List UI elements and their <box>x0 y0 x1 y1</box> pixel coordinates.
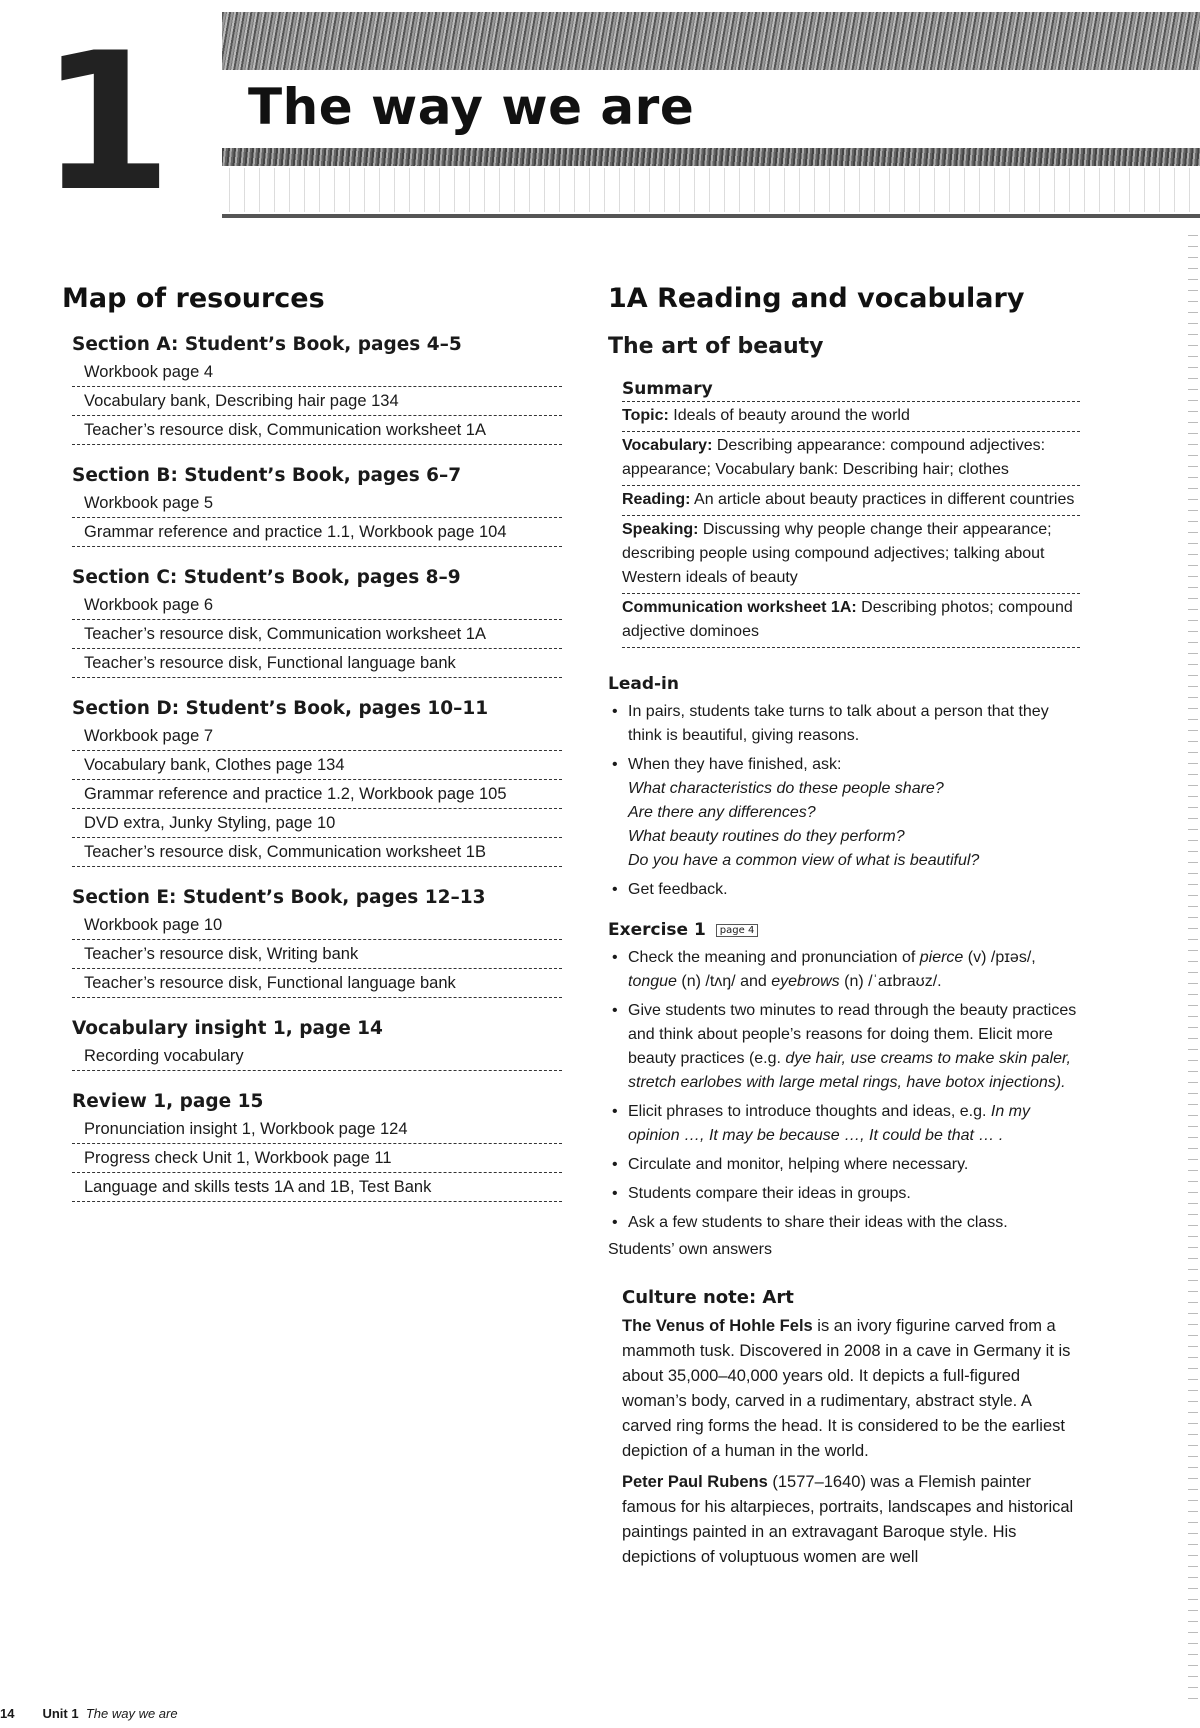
summary-row: Communication worksheet 1A: Describing photos; compound adjective dominoes <box>622 594 1080 648</box>
list-item: • Get feedback. <box>608 878 1080 902</box>
culture-note <box>622 1285 1080 1570</box>
map-of-resources <box>62 283 562 1222</box>
page-edge-scan-noise <box>1188 230 1198 1700</box>
resource-section <box>62 1018 562 1071</box>
page-footer <box>0 1706 178 1721</box>
summary-title: Summary <box>622 377 1080 402</box>
list-item: • Give students two minutes to read through the beauty practices and think about people’s reasons for doing them. Elicit more beauty practices (e.g. dye hair, use creams to make skin paler, stretch earlobes with large metal rings, have botox injections). <box>608 999 1080 1095</box>
exercise1-answer: Students’ own answers <box>608 1241 772 1258</box>
list-item: • When they have finished, ask: What characteristics do these people share? Are there any differences? What beauty routines do they perform? Do you have a common view of what is beautiful? <box>608 753 1080 873</box>
lesson-1a <box>608 283 1080 1576</box>
resource-section-title: Section D: Student’s Book, pages 10–11 <box>72 698 489 719</box>
resource-section <box>62 1091 562 1202</box>
resource-item: Grammar reference and practice 1.1, Workbook page 104 <box>72 518 562 547</box>
lesson-heading: 1A Reading and vocabulary <box>608 283 1025 314</box>
summary-row: Topic: Ideals of beauty around the world <box>622 402 1080 432</box>
header-texture-rule <box>222 148 1200 166</box>
list-item: • Ask a few students to share their ideas with the class. <box>608 1211 1080 1235</box>
resource-item: Teacher’s resource disk, Functional language bank <box>72 649 562 678</box>
list-item: • Check the meaning and pronunciation of pierce (v) /pɪəs/, tongue (n) /tʌŋ/ and eyebrows (n) /ˈaɪbraʊz/. <box>608 946 1080 994</box>
question: What beauty routines do they perform? <box>628 828 905 845</box>
question: Do you have a common view of what is beautiful? <box>628 852 980 869</box>
summary-row: Reading: An article about beauty practices in different countries <box>622 486 1080 516</box>
header-divider <box>222 214 1200 218</box>
resource-item: Vocabulary bank, Describing hair page 134 <box>72 387 562 416</box>
resource-item: Pronunciation insight 1, Workbook page 124 <box>72 1115 562 1144</box>
question: What characteristics do these people share? <box>628 780 944 797</box>
resource-sections <box>62 334 562 1202</box>
resource-item: Workbook page 7 <box>72 722 562 751</box>
map-heading: Map of resources <box>62 283 325 314</box>
resource-section <box>62 698 562 867</box>
summary-row: Speaking: Discussing why people change their appearance; describing people using compound adjectives; talking about Western ideals of beauty <box>622 516 1080 594</box>
leadin-heading: Lead-in <box>608 674 679 694</box>
resource-item: Workbook page 4 <box>72 358 562 387</box>
resource-item: Workbook page 6 <box>72 591 562 620</box>
resource-section-title: Vocabulary insight 1, page 14 <box>72 1018 383 1039</box>
resource-item: Teacher’s resource disk, Communication worksheet 1A <box>72 416 562 445</box>
resource-item: Workbook page 10 <box>72 911 562 940</box>
resource-item: Teacher’s resource disk, Communication worksheet 1A <box>72 620 562 649</box>
resource-section <box>62 465 562 547</box>
resource-section <box>62 887 562 998</box>
list-item: • Students compare their ideas in groups. <box>608 1182 1080 1206</box>
resource-item: Grammar reference and practice 1.2, Workbook page 105 <box>72 780 562 809</box>
lesson-subheading: The art of beauty <box>608 334 824 359</box>
exercise1-heading: Exercise 1 page 4 <box>608 920 1080 940</box>
page-ref-badge: page 4 <box>716 924 759 937</box>
culture-paragraph: Peter Paul Rubens (1577–1640) was a Flemish painter famous for his altarpieces, portraits, landscapes and historical paintings painted in an extravagant Baroque style. His depictions of voluptuous women are well <box>622 1473 1074 1566</box>
resource-item: Language and skills tests 1A and 1B, Test Bank <box>72 1173 562 1202</box>
resource-item: Workbook page 5 <box>72 489 562 518</box>
exercise1-list <box>608 946 1080 1235</box>
list-item: • Elicit phrases to introduce thoughts and ideas, e.g. In my opinion …, It may be because …, It could be that … . <box>608 1100 1080 1148</box>
resource-section-title: Section A: Student’s Book, pages 4–5 <box>72 334 462 355</box>
resource-item: Recording vocabulary <box>72 1042 562 1071</box>
resource-section <box>62 334 562 445</box>
resource-item: Progress check Unit 1, Workbook page 11 <box>72 1144 562 1173</box>
question: Are there any differences? <box>628 804 816 821</box>
list-item: • In pairs, students take turns to talk about a person that they think is beautiful, giving reasons. <box>608 700 1080 748</box>
resource-item: Vocabulary bank, Clothes page 134 <box>72 751 562 780</box>
leadin-list <box>608 700 1080 902</box>
resource-item: Teacher’s resource disk, Communication worksheet 1B <box>72 838 562 867</box>
resource-item: Teacher’s resource disk, Writing bank <box>72 940 562 969</box>
resource-item: DVD extra, Junky Styling, page 10 <box>72 809 562 838</box>
unit-title: The way we are <box>248 78 695 136</box>
resource-section-title: Review 1, page 15 <box>72 1091 264 1112</box>
resource-item: Teacher’s resource disk, Functional language bank <box>72 969 562 998</box>
resource-section-title: Section E: Student’s Book, pages 12–13 <box>72 887 486 908</box>
culture-heading: Culture note: Art <box>622 1287 794 1308</box>
culture-paragraph: The Venus of Hohle Fels is an ivory figurine carved from a mammoth tusk. Discovered in 2008 in a cave in Germany it is about 35,000–40,000 years old. It depicts a full-figured woman’s body, carved in a rudimentary, abstract style. A carved ring forms the head. It is considered to be the earliest depiction of a human in the world. <box>622 1317 1071 1460</box>
list-item: • Circulate and monitor, helping where necessary. <box>608 1153 1080 1177</box>
summary-row: Vocabulary: Describing appearance: compound adjectives: appearance; Vocabulary bank: Describing hair; clothes <box>622 432 1080 486</box>
unit-number: 1 <box>40 12 167 233</box>
resource-section-title: Section B: Student’s Book, pages 6–7 <box>72 465 462 486</box>
summary-box <box>622 377 1080 648</box>
resource-section <box>62 567 562 678</box>
footer-unit-title: The way we are <box>85 1706 178 1721</box>
header-speckle <box>222 168 1200 212</box>
page-number: 14 <box>0 1706 15 1721</box>
footer-unit-label: Unit 1 <box>42 1706 79 1721</box>
resource-section-title: Section C: Student’s Book, pages 8–9 <box>72 567 461 588</box>
header-texture-band <box>222 12 1200 70</box>
